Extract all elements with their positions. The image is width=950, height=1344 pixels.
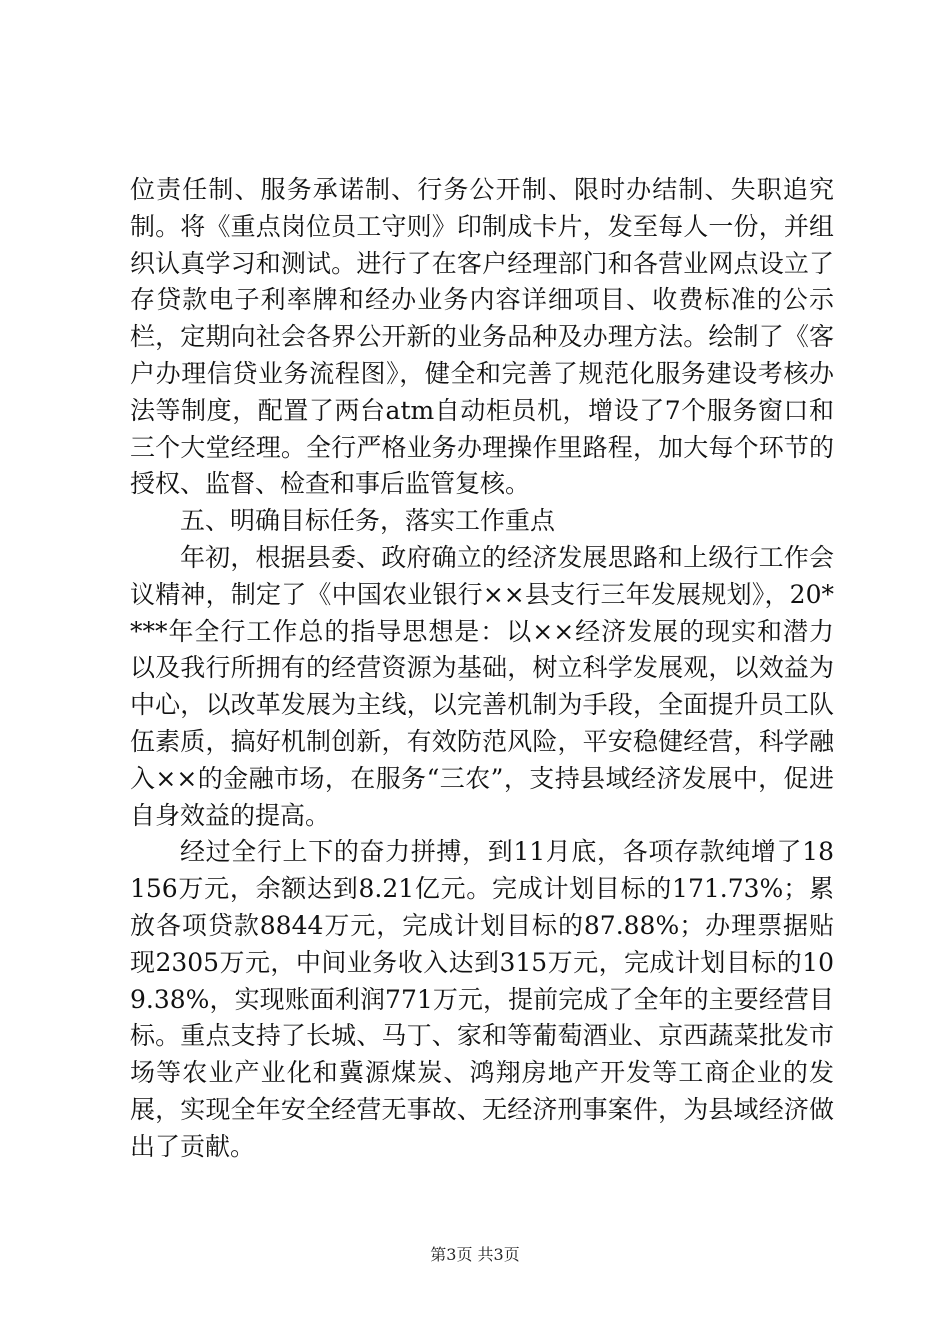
section-heading: 五、明确目标任务，落实工作重点: [180, 506, 556, 536]
paragraph-results: 经过全行上下的奋力拼搏，到11月底，各项存款纯增了18156万元，余额达到8.21亿元。完成计划目标的171.73%；累放各项贷款8844万元，完成计划目标的87.88%；办理票据贴现2305万元，中间业务收入达到315万元，完成计划目标的109.38%，实现账面利润771万元，提前完成了全年的主要经营目标。重点支持了长城、马丁、家和等葡萄酒业、京西蔬菜批发市场等农业产业化和冀源煤炭、鸿翔房地产开发等工商企业的发展，实现全年安全经营无事故、无经济刑事案件，为县域经济做出了贡献。: [130, 837, 834, 1161]
paragraph-guiding-thought: 年初，根据县委、政府确立的经济发展思路和上级行工作会议精神，制定了《中国农业银行××县支行三年发展规划》，20****年全行工作总的指导思想是：以××经济发展的现实和潜力以及我行所拥有的经营资源为基础，树立科学发展观，以效益为中心，以改革发展为主线，以完善机制为手段，全面提升员工队伍素质，搞好机制创新，有效防范风险，平安稳健经营，科学融入××的金融市场，在服务“三农”，支持县域经济发展中，促进自身效益的提高。: [130, 542, 834, 830]
document-body: [130, 172, 834, 1166]
page-footer: 第3页 共3页: [430, 1245, 520, 1264]
paragraph-continuation: 位责任制、服务承诺制、行务公开制、限时办结制、失职追究制。将《重点岗位员工守则》印制成卡片，发至每人一份，并组织认真学习和测试。进行了在客户经理部门和各营业网点设立了存贷款电子利率牌和经办业务内容详细项目、收费标准的公示栏，定期向社会各界公开新的业务品种及办理方法。绘制了《客户办理信贷业务流程图》，健全和完善了规范化服务建设考核办法等制度，配置了两台atm自动柜员机，增设了7个服务窗口和三个大堂经理。全行严格业务办理操作里路程，加大每个环节的授权、监督、检查和事后监管复核。: [130, 175, 834, 499]
